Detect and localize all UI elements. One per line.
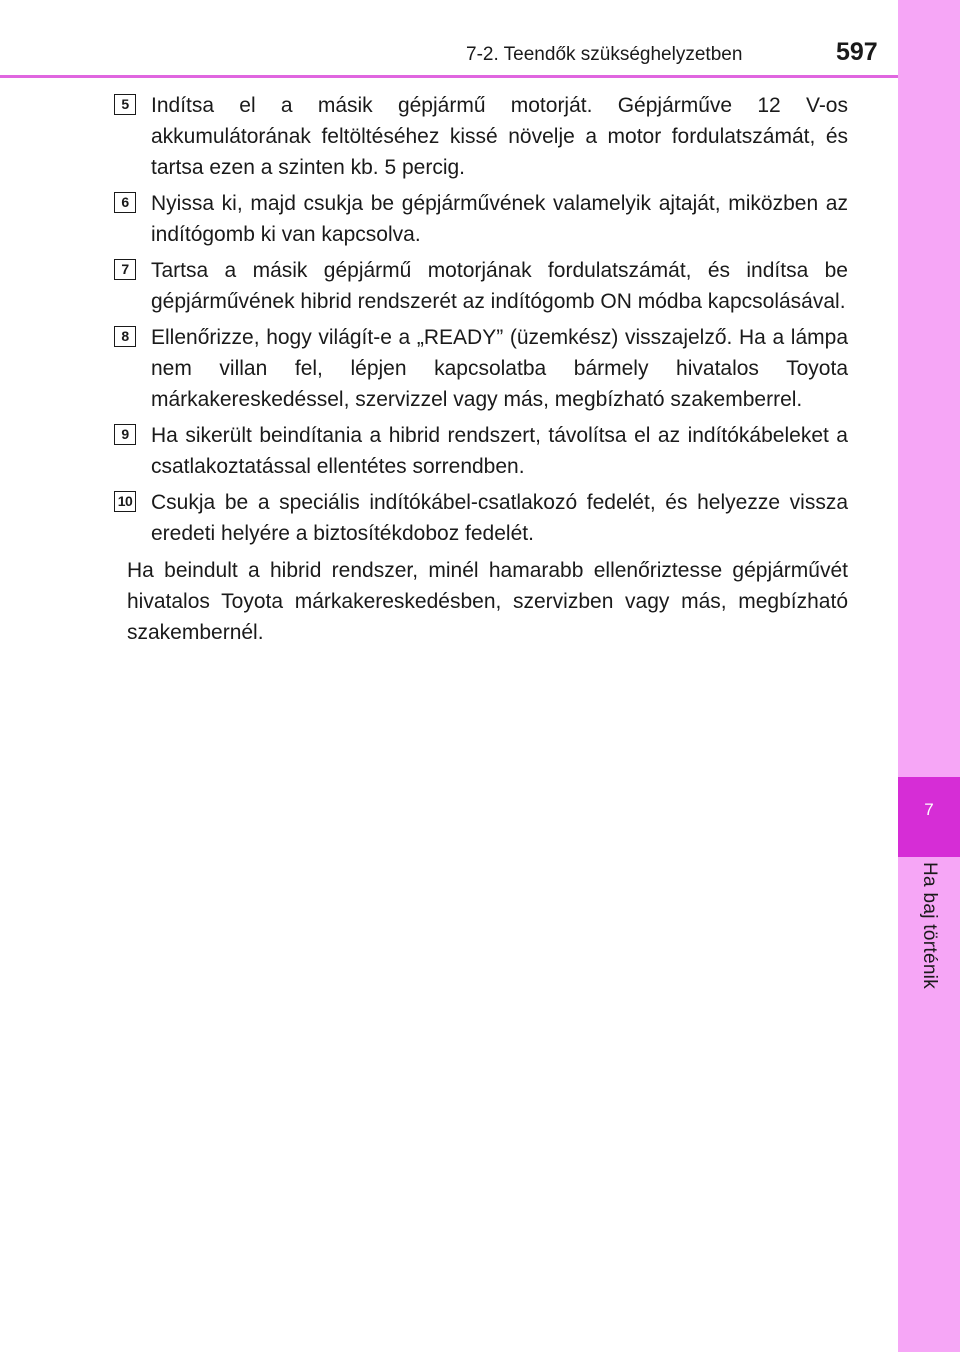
step-text: Ellenőrizze, hogy világít-e a „READY” (üzemkész) visszajelző. Ha a lámpa nem villan fel, lépjen kapcsolatba bármely hivatalos Toyota márkakereskedéssel, szervizzel vagy más, megbízható szakemberrel. [151, 326, 848, 411]
step-text: Tartsa a másik gépjármű motorjának fordulatszámát, és indítsa be gépjárművének hibrid rendszerét az indítógomb ON módba kapcsolásával. [151, 259, 848, 313]
step-text: Csukja be a speciális indítókábel-csatlakozó fedelét, és helyezze vissza eredeti helyére a biztosítékdoboz fedelét. [151, 491, 848, 545]
step-number-badge: 9 [114, 424, 136, 445]
step-number-badge: 8 [114, 326, 136, 347]
chapter-title: Ha baj történik [919, 862, 940, 990]
page-content [114, 90, 848, 648]
step-item [114, 322, 848, 415]
chapter-number-badge: 7 [898, 777, 960, 857]
header-divider [0, 75, 898, 78]
step-item [114, 255, 848, 317]
step-item [114, 487, 848, 549]
step-item [114, 420, 848, 482]
step-item [114, 90, 848, 183]
step-number-badge: 7 [114, 259, 136, 280]
page-number: 597 [836, 38, 878, 66]
step-text: Ha sikerült beindítania a hibrid rendszert, távolítsa el az indítókábeleket a csatlakoztatással ellentétes sorrendben. [151, 424, 848, 478]
step-number-badge: 6 [114, 192, 136, 213]
section-title: 7-2. Teendők szükséghelyzetben [466, 44, 743, 65]
step-item [114, 188, 848, 250]
step-text: Indítsa el a másik gépjármű motorját. Gépjárműve 12 V-os akkumulátorának feltöltéséhez kissé növelje a motor fordulatszámát, és tartsa ezen a szinten kb. 5 percig. [151, 94, 848, 179]
step-number-badge: 5 [114, 94, 136, 115]
closing-paragraph: Ha beindult a hibrid rendszer, minél hamarabb ellenőriztesse gépjárművét hivatalos Toyota márkakereskedésben, szervizben vagy más, megbízható szakembernél. [127, 559, 848, 644]
step-number-badge: 10 [114, 491, 136, 512]
step-text: Nyissa ki, majd csukja be gépjárművének valamelyik ajtaját, miközben az indítógomb ki van kapcsolva. [151, 192, 848, 246]
chapter-side-tab [898, 0, 960, 1352]
